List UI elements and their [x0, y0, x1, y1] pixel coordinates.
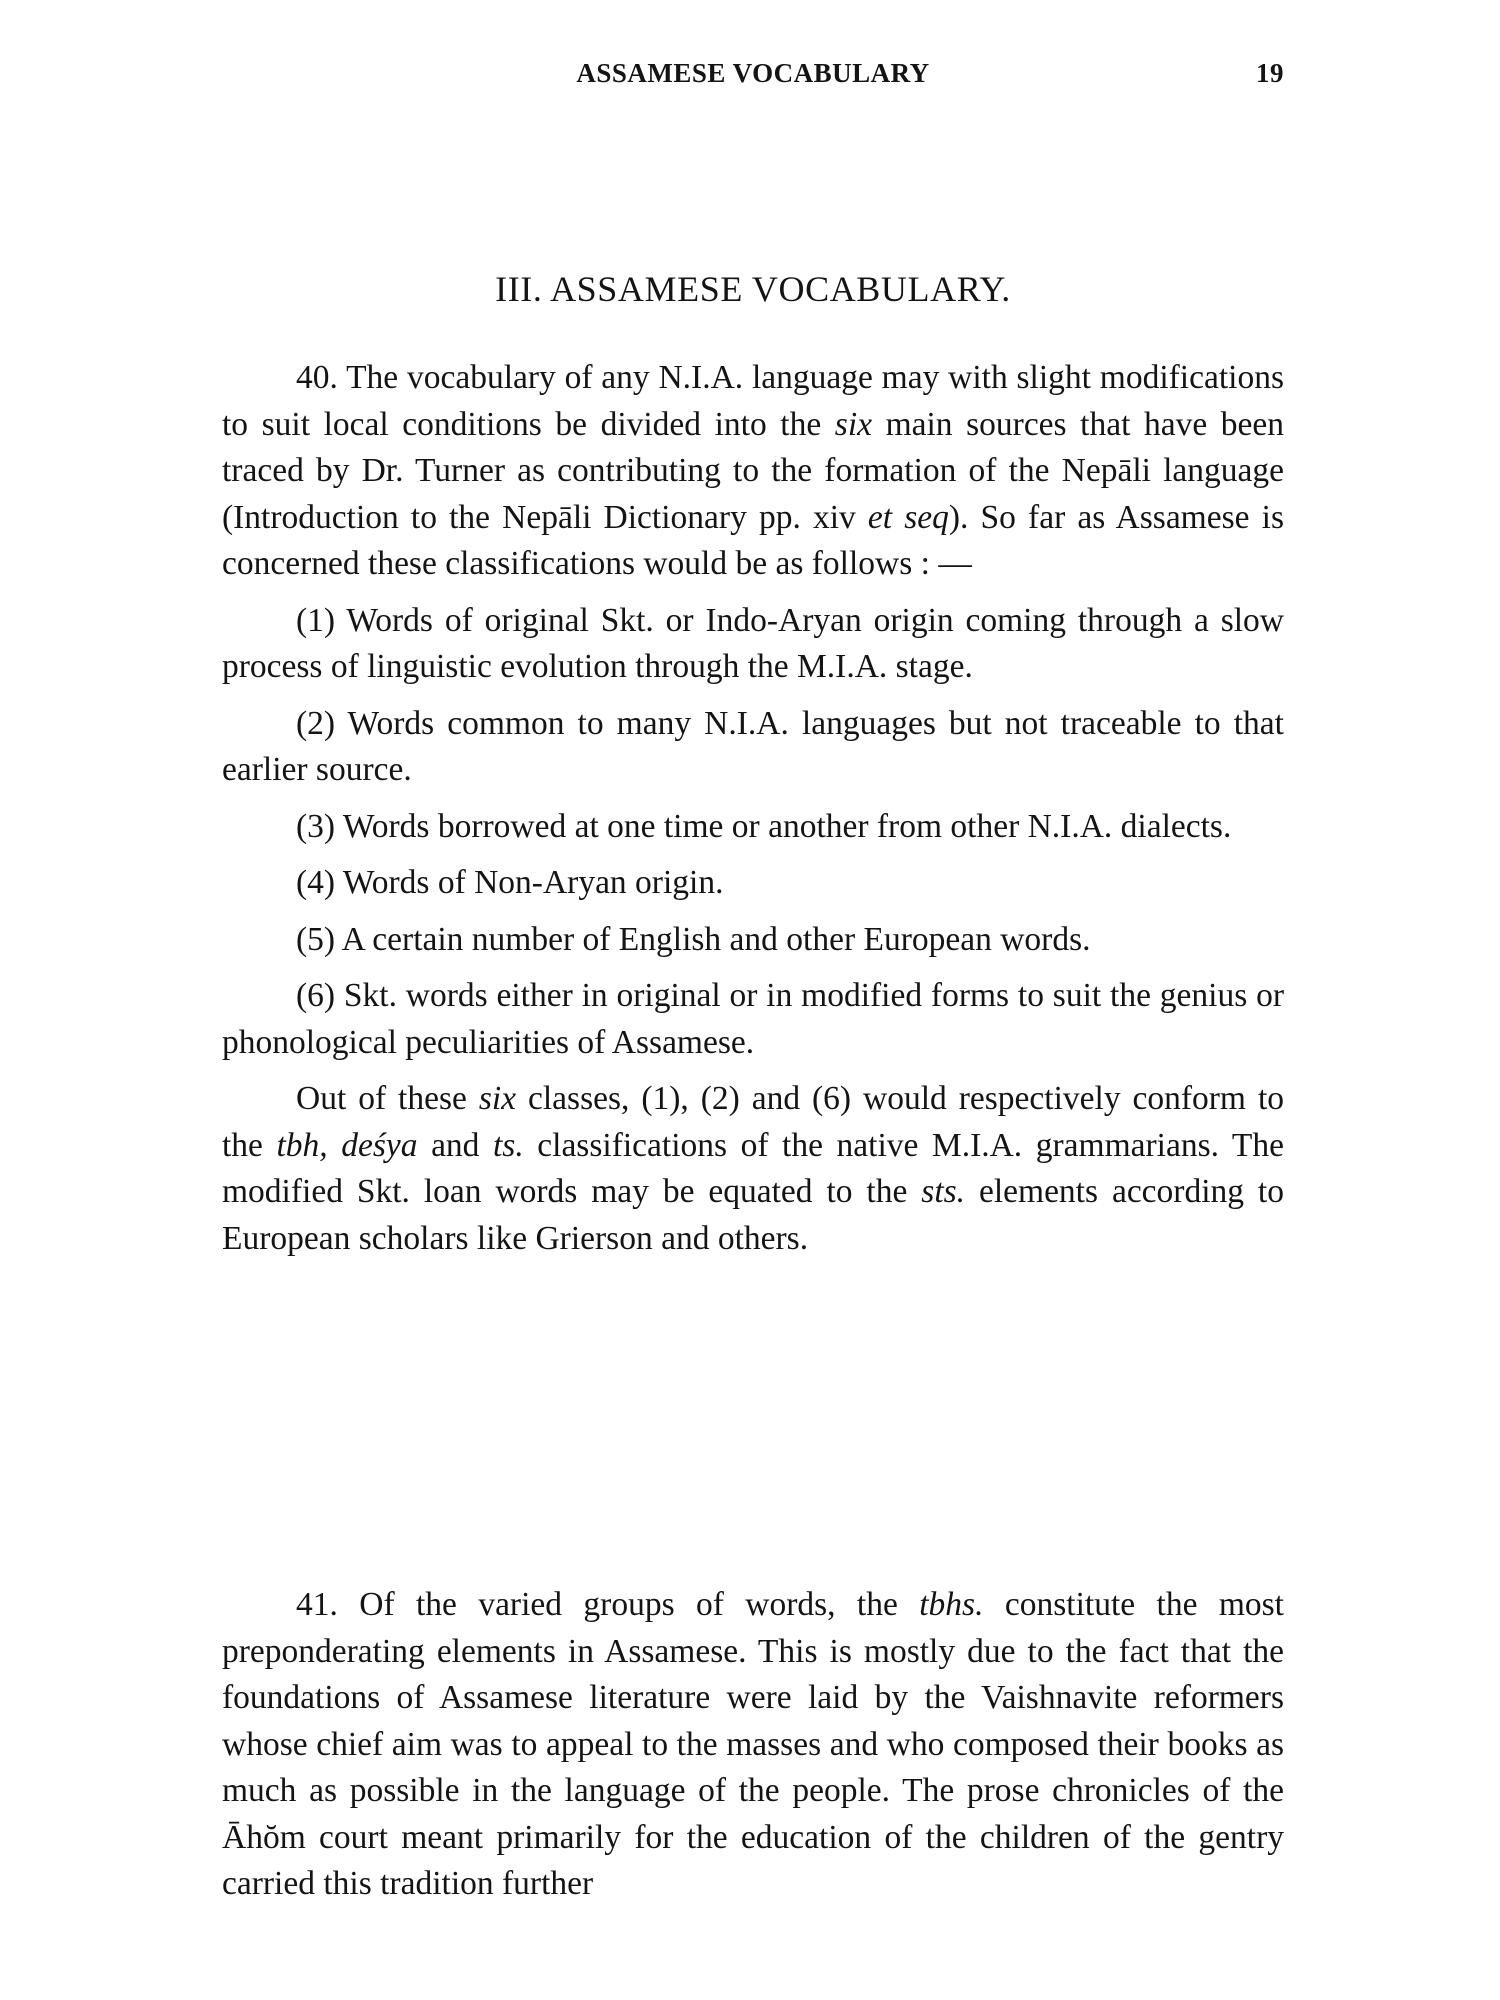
section-41: [222, 1582, 1284, 1908]
list-item: (5) A certain number of English and other European words.: [296, 920, 1091, 958]
text-run: main sources that have been traced by Dr. Turner as contributing to the formation of the Nepāli language (Introduction to the Nepāli Dictionary pp. xiv: [222, 405, 1284, 536]
text-run: [328, 1127, 342, 1164]
text-run: ). So far as Assamese is concerned these classifications would be as follows : —: [222, 498, 1284, 582]
text-run: Out of these: [296, 1080, 479, 1117]
running-head-title: ASSAMESE VOCABULARY: [576, 58, 930, 88]
italic-term: ts.: [492, 1126, 524, 1164]
italic-term: et seq: [867, 498, 949, 536]
section-40-conclusion-paragraph: [222, 1076, 1284, 1262]
list-item: (2) Words common to many N.I.A. languages but not traceable to that earlier source.: [222, 704, 1284, 788]
italic-term: deśya: [341, 1126, 418, 1164]
text-run: 40. The vocabulary of any N.I.A. language may with slight modifications to suit local conditions be divided into the: [222, 359, 1284, 443]
section-40: [222, 355, 1284, 1262]
text-run: and: [417, 1126, 493, 1164]
text-run: elements according to European scholars like Grierson and others.: [222, 1173, 1284, 1257]
section-40-intro-paragraph: [222, 355, 1284, 588]
list-item: (4) Words of Non-Aryan origin.: [296, 864, 724, 901]
italic-term: tbhs.: [919, 1586, 984, 1623]
text-run: 41. Of the varied groups of words, the: [296, 1586, 920, 1623]
list-item: (1) Words of original Skt. or Indo-Aryan origin coming through a slow process of linguistic evolution through the M.I.A. stage.: [222, 601, 1284, 685]
text-run: classes, (1), (2) and (6) would respectively conform to the: [222, 1080, 1284, 1164]
list-item: (3) Words borrowed at one time or another from other N.I.A. dialects.: [296, 807, 1232, 845]
italic-term: six: [834, 405, 873, 443]
list-item: (6) Skt. words either in original or in modified forms to suit the genius or phonological peculiarities of Assamese.: [222, 977, 1284, 1061]
italic-term: sts.: [921, 1173, 966, 1210]
italic-term: tbh,: [276, 1126, 328, 1164]
page-number: 19: [1256, 58, 1284, 88]
text-run: constitute the most preponderating elements in Assamese. This is mostly due to the fact that the foundations of Assamese literature were laid by the Vaishnavite reformers whose chief aim was to appeal to the masses and who composed their books as much as possible in the language of the people. The prose chronicles of the Āhŏm court meant primarily for the education of the children of the gentry carried this tradition further: [222, 1586, 1284, 1902]
running-head: [222, 58, 1284, 98]
italic-term: six: [478, 1080, 517, 1117]
text-run: classifications of the native M.I.A. grammarians. The modified Skt. loan words may be equated to the: [222, 1126, 1285, 1210]
chapter-heading: III. ASSAMESE VOCABULARY.: [495, 269, 1011, 309]
section-41-paragraph: [222, 1582, 1284, 1908]
